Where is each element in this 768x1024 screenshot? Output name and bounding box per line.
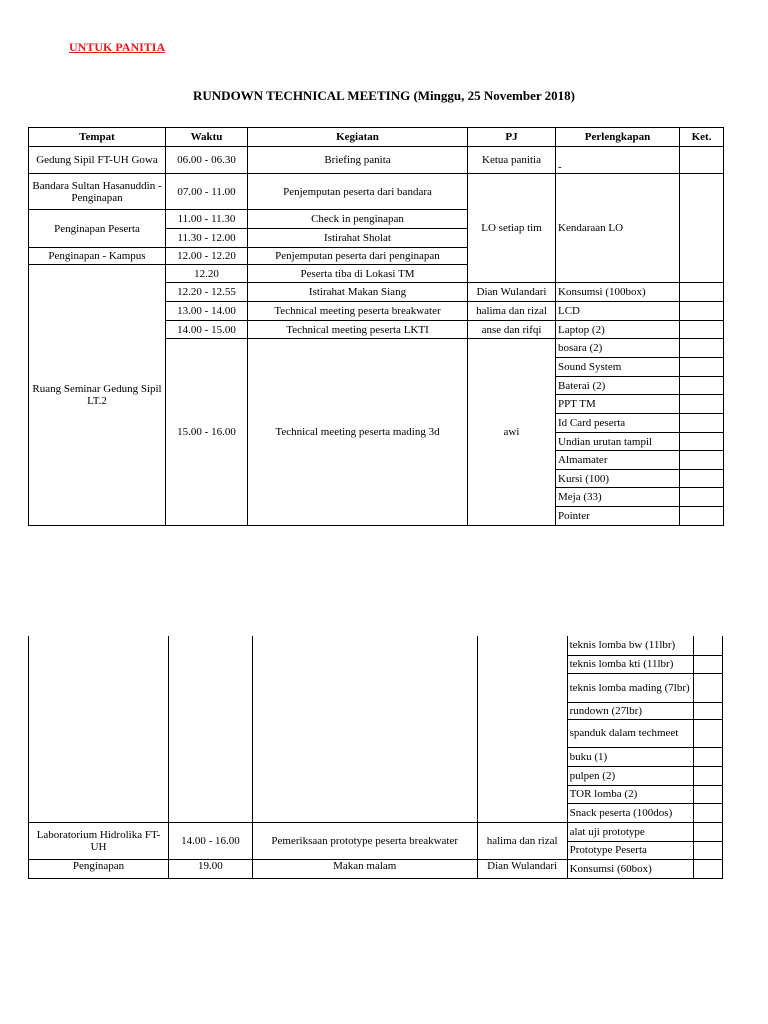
- kegiatan-cell: Technical meeting peserta mading 3d: [248, 339, 468, 526]
- pj-cell: halima dan rizal: [468, 302, 556, 321]
- perlengkapan-cell: Laptop (2): [556, 321, 680, 339]
- perlengkapan-cell: teknis lomba bw (11lbr): [567, 636, 694, 655]
- ket-cell: [680, 470, 724, 488]
- kegiatan-cell: Check in penginapan: [248, 210, 468, 229]
- kegiatan-cell: Istirahat Sholat: [248, 229, 468, 248]
- ket-cell: [680, 507, 724, 526]
- tempat-cell: Gedung Sipil FT-UH Gowa: [29, 147, 166, 174]
- ket-cell: [680, 339, 724, 358]
- header-perlengkapan: Perlengkapan: [556, 128, 680, 147]
- perlengkapan-cell: LCD: [556, 302, 680, 321]
- kegiatan-cell: Pemeriksaan prototype peserta breakwater: [252, 822, 477, 859]
- kegiatan-cell: Technical meeting peserta breakwater: [248, 302, 468, 321]
- ket-cell: [680, 147, 724, 174]
- kegiatan-cell: Penjemputan peserta dari bandara: [248, 174, 468, 210]
- ket-cell: [694, 785, 723, 803]
- waktu-cell: 12.20 - 12.55: [166, 283, 248, 302]
- ket-cell: [680, 414, 724, 433]
- pj-cell: [477, 636, 567, 822]
- perlengkapan-cell: Konsumsi (60box): [567, 859, 694, 878]
- waktu-cell: 12.20: [166, 265, 248, 283]
- tempat-cell: Penginapan - Kampus: [29, 248, 166, 265]
- rundown-table: [28, 127, 724, 526]
- perlengkapan-cell: teknis lomba kti (11lbr): [567, 655, 694, 673]
- perlengkapan-cell: buku (1): [567, 747, 694, 766]
- table-row: [29, 147, 724, 174]
- perlengkapan-cell: Undian urutan tampil: [556, 433, 680, 451]
- table-row: [29, 859, 723, 878]
- ket-cell: [680, 451, 724, 470]
- ket-cell: [694, 841, 723, 859]
- perlengkapan-cell: Sound System: [556, 358, 680, 377]
- kegiatan-cell: Briefing panita: [248, 147, 468, 174]
- ket-cell: [694, 766, 723, 785]
- pj-cell: LO setiap tim: [468, 174, 556, 283]
- tempat-cell: Bandara Sultan Hasanuddin - Penginapan: [29, 174, 166, 210]
- ket-cell: [694, 822, 723, 841]
- kegiatan-cell: Istirahat Makan Siang: [248, 283, 468, 302]
- waktu-cell: 14.00 - 15.00: [166, 321, 248, 339]
- waktu-cell: 07.00 - 11.00: [166, 174, 248, 210]
- perlengkapan-cell: Pointer: [556, 507, 680, 526]
- header-pj: PJ: [468, 128, 556, 147]
- perlengkapan-cell: rundown (27lbr): [567, 702, 694, 719]
- perlengkapan-cell: Id Card peserta: [556, 414, 680, 433]
- waktu-cell: 12.00 - 12.20: [166, 248, 248, 265]
- committee-label: UNTUK PANITIA: [69, 40, 166, 54]
- tempat-cell: Laboratorium Hidrolika FT-UH: [29, 822, 169, 859]
- pj-cell: Ketua panitia: [468, 147, 556, 174]
- pj-cell: anse dan rifqi: [468, 321, 556, 339]
- pj-cell: Dian Wulandari: [477, 859, 567, 878]
- header-tempat: Tempat: [29, 128, 166, 147]
- perlengkapan-cell: pulpen (2): [567, 766, 694, 785]
- perlengkapan-cell: Prototype Peserta: [567, 841, 694, 859]
- tempat-cell: [29, 636, 169, 822]
- ket-cell: [680, 358, 724, 377]
- perlengkapan-cell: Meja (33): [556, 488, 680, 507]
- pj-cell: Dian Wulandari: [468, 283, 556, 302]
- ket-cell: [680, 302, 724, 321]
- perlengkapan-cell: teknis lomba mading (7lbr): [567, 673, 694, 702]
- page-title: RUNDOWN TECHNICAL MEETING (Minggu, 25 November 2018): [193, 88, 575, 103]
- table-row: [29, 174, 724, 210]
- header-ket: Ket.: [680, 128, 724, 147]
- perlengkapan-cell: spanduk dalam techmeet: [567, 719, 694, 747]
- kegiatan-cell: Technical meeting peserta LKTI: [248, 321, 468, 339]
- waktu-cell: 13.00 - 14.00: [166, 302, 248, 321]
- perlengkapan-cell: Almamater: [556, 451, 680, 470]
- tempat-cell: Penginapan Peserta: [29, 210, 166, 248]
- pj-cell: awi: [468, 339, 556, 526]
- perlengkapan-cell: TOR lomba (2): [567, 785, 694, 803]
- waktu-cell: [169, 636, 253, 822]
- perlengkapan-cell: Konsumsi (100box): [556, 283, 680, 302]
- kegiatan-cell: [252, 636, 477, 822]
- kegiatan-cell: Penjemputan peserta dari penginapan: [248, 248, 468, 265]
- ket-cell: [680, 395, 724, 414]
- waktu-cell: 11.30 - 12.00: [166, 229, 248, 248]
- table-row: [29, 636, 723, 655]
- perlengkapan-cell: Snack peserta (100dos): [567, 803, 694, 822]
- ket-cell: [680, 488, 724, 507]
- ket-cell: [694, 655, 723, 673]
- ket-cell: [694, 673, 723, 702]
- kegiatan-cell: Makan malam: [252, 859, 477, 878]
- ket-cell: [694, 702, 723, 719]
- ket-cell: [680, 174, 724, 283]
- ket-cell: [694, 747, 723, 766]
- pj-cell: halima dan rizal: [477, 822, 567, 859]
- ket-cell: [694, 859, 723, 878]
- header-waktu: Waktu: [166, 128, 248, 147]
- ket-cell: [680, 321, 724, 339]
- waktu-cell: 19.00: [169, 859, 253, 878]
- table-row: [29, 822, 723, 841]
- waktu-cell: 14.00 - 16.00: [169, 822, 253, 859]
- perlengkapan-cell: Baterai (2): [556, 377, 680, 395]
- ket-cell: [680, 377, 724, 395]
- ket-cell: [680, 433, 724, 451]
- waktu-cell: 11.00 - 11.30: [166, 210, 248, 229]
- ket-cell: [694, 719, 723, 747]
- perlengkapan-cell: alat uji prototype: [567, 822, 694, 841]
- tempat-cell: Penginapan: [29, 859, 169, 878]
- perlengkapan-cell: Kendaraan LO: [556, 174, 680, 283]
- header-kegiatan: Kegiatan: [248, 128, 468, 147]
- tempat-cell: Ruang Seminar Gedung Sipil LT.2: [29, 265, 166, 526]
- rundown-table-continued: [28, 636, 723, 879]
- waktu-cell: 15.00 - 16.00: [166, 339, 248, 526]
- ket-cell: [680, 283, 724, 302]
- table-header-row: [29, 128, 724, 147]
- perlengkapan-cell: PPT TM: [556, 395, 680, 414]
- perlengkapan-cell: Kursi (100): [556, 470, 680, 488]
- waktu-cell: 06.00 - 06.30: [166, 147, 248, 174]
- kegiatan-cell: Peserta tiba di Lokasi TM: [248, 265, 468, 283]
- ket-cell: [694, 636, 723, 655]
- perlengkapan-cell: -: [556, 147, 680, 174]
- ket-cell: [694, 803, 723, 822]
- perlengkapan-cell: bosara (2): [556, 339, 680, 358]
